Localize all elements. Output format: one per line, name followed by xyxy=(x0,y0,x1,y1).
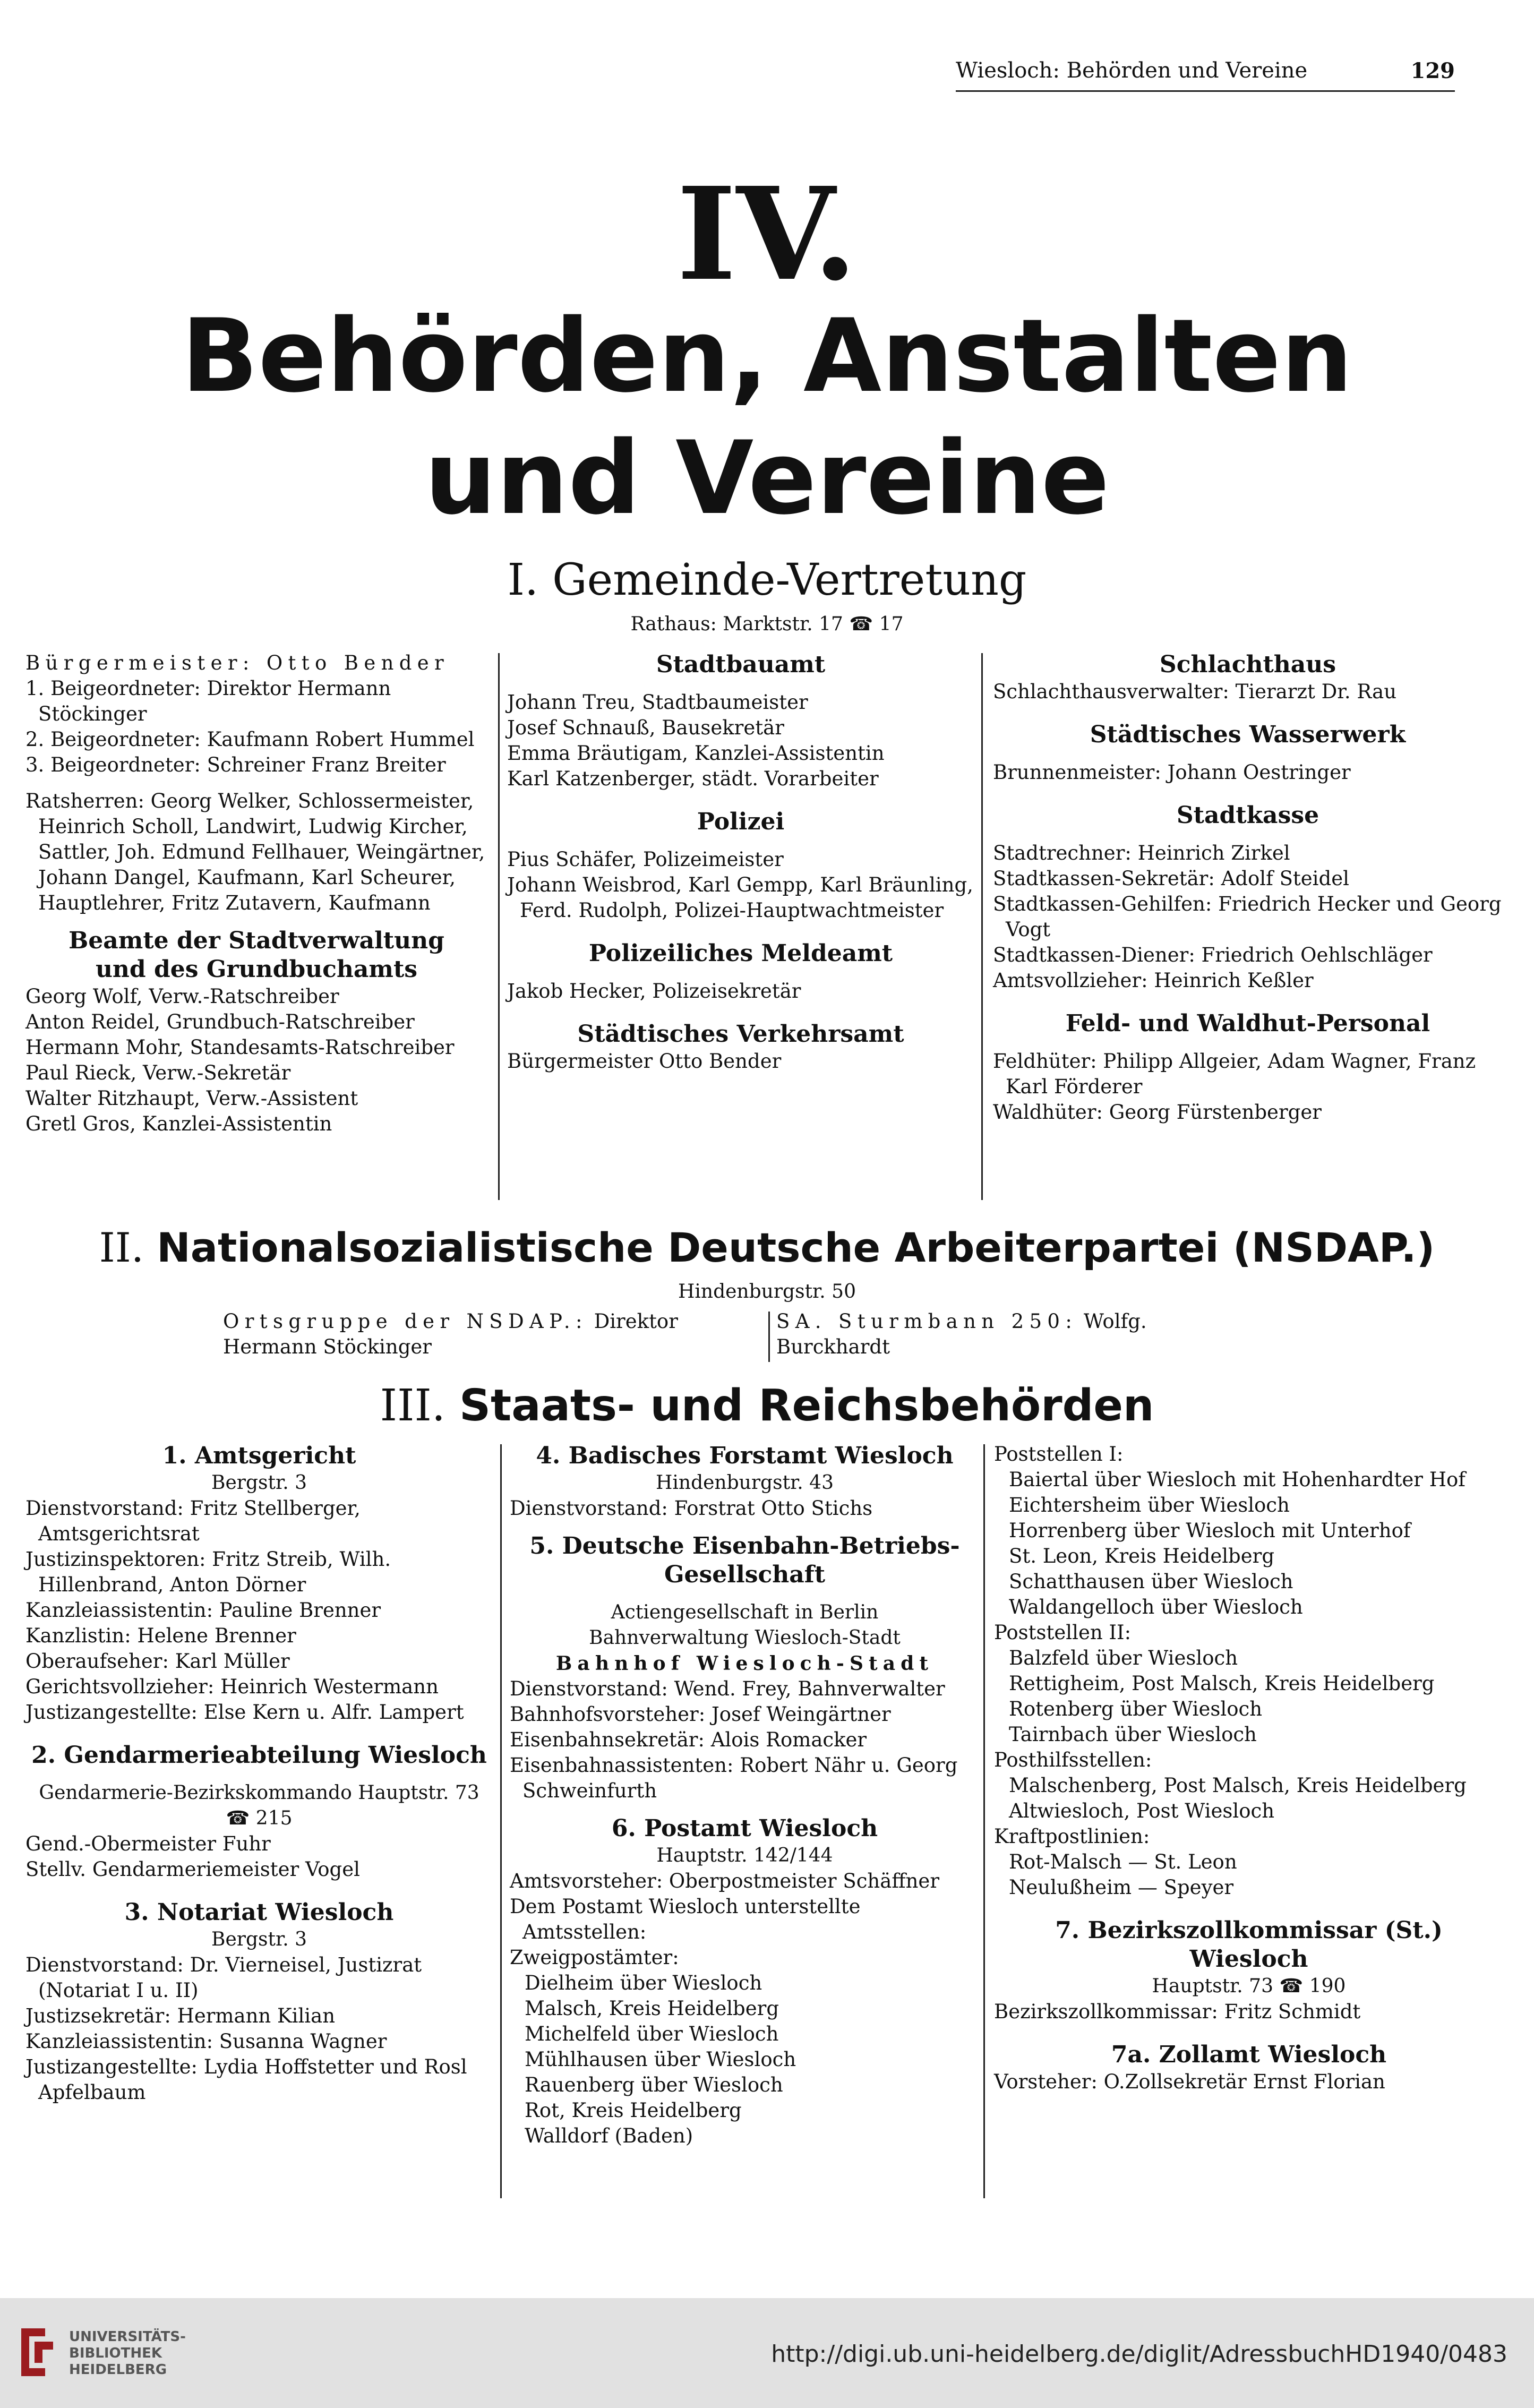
column-divider xyxy=(498,653,500,1200)
section2-title-line xyxy=(0,1224,1534,1271)
list-item: Walldorf (Baden) xyxy=(525,2124,693,2147)
posthilfsstellen-label: Posthilfsstellen: xyxy=(994,1749,1152,1771)
list-item: Waldangelloch über Wiesloch xyxy=(1009,1596,1303,1618)
header-rule xyxy=(956,90,1455,92)
beigeordneter-2: 2. Beigeordneter: Kaufmann Robert Hummel xyxy=(25,728,475,751)
list-item: Waldhüter: Georg Fürstenberger xyxy=(993,1101,1322,1124)
list-item: Stadtrechner: Heinrich Zirkel xyxy=(993,842,1290,864)
section2-title: Nationalsozialistische Deutsche Arbeiterpartei (NSDAP.) xyxy=(157,1224,1435,1271)
footer-bar xyxy=(0,2298,1534,2408)
eisenbahn-heading: 5. Deutsche Eisenbahn-Betriebs-Gesellschaft xyxy=(529,1532,960,1588)
section1-right-column xyxy=(993,650,1503,1125)
verkehrsamt-heading: Städtisches Verkehrsamt xyxy=(577,1021,904,1048)
chapter-title-line2: und Vereine xyxy=(424,419,1110,537)
list-item: Pius Schäfer, Polizeimeister xyxy=(507,848,784,871)
list-item: Anton Reidel, Grundbuch-Ratschreiber xyxy=(25,1010,415,1033)
chapter-number: IV. xyxy=(676,159,858,309)
column-divider xyxy=(983,1444,985,2198)
meldeamt-heading: Polizeiliches Meldeamt xyxy=(588,940,893,967)
list-item: Rotenberg über Wiesloch xyxy=(1009,1698,1263,1720)
list-item: Justizsekretär: Hermann Kilian xyxy=(25,2004,336,2027)
logo-line3: HEIDELBERG xyxy=(69,2362,167,2378)
list-item: Eichtersheim über Wiesloch xyxy=(1009,1494,1290,1516)
section3-title: Staats- und Reichsbehörden xyxy=(459,1381,1154,1431)
list-item: Justizangestellte: Lydia Hoffstetter und Rosl Apfelbaum xyxy=(25,2055,467,2104)
nsdap-ortsgruppe xyxy=(223,1309,765,1360)
list-item: Kanzleiassistentin: Pauline Brenner xyxy=(25,1599,381,1622)
list-item: Malsch, Kreis Heidelberg xyxy=(525,1997,779,2020)
buergermeister: Bürgermeister: Otto Bender xyxy=(25,652,450,674)
list-item: Paul Rieck, Verw.-Sekretär xyxy=(25,1061,291,1084)
list-item: Rettigheim, Post Malsch, Kreis Heidelberg xyxy=(1009,1672,1435,1695)
polizei-heading: Polizei xyxy=(697,808,785,835)
zollkommissar-address: Hauptstr. 73 ☎ 190 xyxy=(1152,1975,1346,1997)
list-item: Brunnenmeister: Johann Oestringer xyxy=(993,761,1351,784)
beamte-heading-line1: Beamte der Stadtverwaltung xyxy=(68,927,444,954)
list-item: Zweigpostämter: xyxy=(510,1946,679,1969)
poststellen2-label: Poststellen II: xyxy=(994,1621,1132,1644)
list-item: Horrenberg über Wiesloch mit Unterhof xyxy=(1009,1519,1411,1542)
page-number: 129 xyxy=(1410,58,1455,83)
list-item: Gretl Gros, Kanzlei-Assistentin xyxy=(25,1112,332,1135)
list-item: St. Leon, Kreis Heidelberg xyxy=(1009,1545,1275,1567)
section3-numeral: III. xyxy=(380,1381,445,1431)
list-item: Johann Treu, Stadtbaumeister xyxy=(507,691,808,714)
list-item: Gerichtsvollzieher: Heinrich Westermann xyxy=(25,1675,439,1698)
logo-line2: BIBLIOTHEK xyxy=(69,2345,162,2361)
list-item: Rot, Kreis Heidelberg xyxy=(525,2099,742,2122)
section3-column3 xyxy=(994,1442,1504,2095)
schlachthaus-heading: Schlachthaus xyxy=(1159,651,1336,678)
list-item: Bürgermeister Otto Bender xyxy=(507,1050,782,1073)
list-item: Dienstvorstand: Fritz Stellberger, Amtsgerichtsrat xyxy=(25,1497,361,1545)
list-item: Stadtkassen-Gehilfen: Friedrich Hecker und Georg Vogt xyxy=(993,893,1502,941)
list-item: Dienstvorstand: Wend. Frey, Bahnverwalter xyxy=(510,1677,945,1700)
nsdap-ortsgruppe-value: Direktor Hermann Stöckinger xyxy=(223,1310,678,1358)
sa-sturmbann-label: SA. Sturmbann 250: xyxy=(776,1310,1078,1333)
beigeordneter-3: 3. Beigeordneter: Schreiner Franz Breiter xyxy=(25,753,446,776)
list-item: Eisenbahnassistenten: Robert Nähr u. Georg Schweinfurth xyxy=(510,1754,958,1802)
list-item: Feldhüter: Philipp Allgeier, Adam Wagner, Franz Karl Förderer xyxy=(993,1050,1476,1098)
list-item: Justizangestellte: Else Kern u. Alfr. Lampert xyxy=(25,1701,464,1724)
list-item: Emma Bräutigam, Kanzlei-Assistentin xyxy=(507,742,885,765)
section1-left-column xyxy=(25,650,487,1137)
list-item: Eisenbahnsekretär: Alois Romacker xyxy=(510,1728,867,1751)
feldhut-heading: Feld- und Waldhut-Personal xyxy=(1065,1010,1430,1037)
list-item: Stadtkassen-Diener: Friedrich Oehlschläger xyxy=(993,944,1433,966)
ratsherren: Ratsherren: Georg Welker, Schlossermeister, Heinrich Scholl, Landwirt, Ludwig Kircher, Sattler, Joh. Edmund Fellhauer, Weingärtner, Johann Dangel, Kaufmann, Karl Scheurer, Hauptlehrer, Fritz Zutavern, Kaufmann xyxy=(25,790,485,914)
wasserwerk-heading: Städtisches Wasserwerk xyxy=(1090,721,1406,748)
section3-title-line xyxy=(0,1381,1534,1431)
column-divider xyxy=(500,1444,502,2198)
zollkommissar-heading: 7. Bezirkszollkommissar (St.) Wiesloch xyxy=(1055,1917,1443,1973)
list-item: Tairnbach über Wiesloch xyxy=(1009,1723,1257,1746)
list-item: Johann Weisbrod, Karl Gempp, Karl Bräunling, Ferd. Rudolph, Polizei-Hauptwachtmeister xyxy=(507,873,973,922)
notariat-address: Bergstr. 3 xyxy=(211,1929,307,1950)
section3-column1 xyxy=(25,1442,493,2105)
list-item: Schatthausen über Wiesloch xyxy=(1009,1570,1293,1593)
sa-sturmbann-value: Wolfg. Burckhardt xyxy=(776,1310,1147,1358)
list-item: Vorsteher: O.Zollsekretär Ernst Florian xyxy=(994,2070,1385,2093)
list-item: Karl Katzenberger, städt. Vorarbeiter xyxy=(507,767,879,790)
section1-middle-column xyxy=(507,650,974,1074)
amtsgericht-heading: 1. Amtsgericht xyxy=(162,1442,356,1469)
forstamt-heading: 4. Badisches Forstamt Wiesloch xyxy=(536,1442,954,1469)
list-item: Dienstvorstand: Forstrat Otto Stichs xyxy=(510,1497,873,1520)
zollamt-heading: 7a. Zollamt Wiesloch xyxy=(1111,2041,1387,2068)
stadtbauamt-heading: Stadtbauamt xyxy=(656,651,826,678)
list-item: Amtsvorsteher: Oberpostmeister Schäffner xyxy=(510,1870,940,1892)
list-item: Dielheim über Wiesloch xyxy=(525,1972,762,1994)
bahnhof-heading: Bahnhof Wiesloch-Stadt xyxy=(555,1652,934,1675)
list-item: Hermann Mohr, Standesamts-Ratschreiber xyxy=(25,1036,455,1059)
list-item: Rauenberg über Wiesloch xyxy=(525,2073,783,2096)
running-header-title: Wiesloch: Behörden und Vereine xyxy=(956,58,1308,83)
list-item: Walter Ritzhaupt, Verw.-Assistent xyxy=(25,1087,358,1110)
postamt-heading: 6. Postamt Wiesloch xyxy=(611,1815,878,1842)
list-item: Jakob Hecker, Polizeisekretär xyxy=(507,980,801,1002)
list-item: Mühlhausen über Wiesloch xyxy=(525,2048,796,2071)
stadtkasse-heading: Stadtkasse xyxy=(1176,802,1319,829)
nsdap-ortsgruppe-label: Ortsgruppe der NSDAP.: xyxy=(223,1310,588,1333)
section2-address: Hindenburgstr. 50 xyxy=(678,1281,856,1302)
nsdap-sa-sturmbann xyxy=(776,1309,1244,1360)
column-divider xyxy=(981,653,983,1200)
list-item: Rot-Malsch — St. Leon xyxy=(1009,1850,1237,1873)
column-divider xyxy=(768,1312,770,1362)
list-item: Schlachthausverwalter: Tierarzt Dr. Rau xyxy=(993,680,1397,703)
section1-address: Rathaus: Marktstr. 17 ☎ 17 xyxy=(630,613,904,635)
list-item: Malschenberg, Post Malsch, Kreis Heidelberg xyxy=(1009,1774,1467,1797)
notariat-heading: 3. Notariat Wiesloch xyxy=(124,1899,394,1926)
section2-numeral: II. xyxy=(99,1224,144,1271)
list-item: Baiertal über Wiesloch mit Hohenhardter Hof xyxy=(1009,1468,1466,1491)
list-item: Georg Wolf, Verw.-Ratschreiber xyxy=(25,985,339,1008)
gendarmerie-heading: 2. Gendarmerieabteilung Wiesloch xyxy=(31,1742,487,1769)
forstamt-address: Hindenburgstr. 43 xyxy=(655,1472,834,1494)
library-logo-text xyxy=(69,2329,186,2378)
list-item: Bezirkszollkommissar: Fritz Schmidt xyxy=(994,2000,1361,2023)
list-item: Kanzleiassistentin: Susanna Wagner xyxy=(25,2030,387,2053)
list-item: Neulußheim — Speyer xyxy=(1009,1876,1234,1899)
list-item: Dem Postamt Wiesloch unterstellte Amtsstellen: xyxy=(510,1895,861,1943)
list-item: Amtsvollzieher: Heinrich Keßler xyxy=(993,969,1314,992)
section1-title: I. Gemeinde-Vertretung xyxy=(507,555,1027,605)
beigeordneter-1: 1. Beigeordneter: Direktor Hermann Stöckinger xyxy=(25,677,391,725)
list-item: Altwiesloch, Post Wiesloch xyxy=(1009,1799,1275,1822)
list-item: Stadtkassen-Sekretär: Adolf Steidel xyxy=(993,867,1349,890)
postamt-address: Hauptstr. 142/144 xyxy=(656,1845,833,1866)
list-item: Bahnhofsvorsteher: Josef Weingärtner xyxy=(510,1703,891,1726)
poststellen1-label: Poststellen I: xyxy=(994,1443,1124,1466)
chapter-title-line1: Behörden, Anstalten xyxy=(181,297,1353,415)
list-item: Michelfeld über Wiesloch xyxy=(525,2023,779,2045)
eisenbahn-sub1: Actiengesellschaft in Berlin xyxy=(611,1601,879,1623)
section3-column2 xyxy=(510,1442,980,2149)
source-url-link[interactable]: http://digi.ub.uni-heidelberg.de/diglit/AdressbuchHD1940/0483 xyxy=(771,2341,1507,2368)
list-item: Stellv. Gendarmeriemeister Vogel xyxy=(25,1858,360,1881)
list-item: Balzfeld über Wiesloch xyxy=(1009,1647,1238,1669)
gendarmerie-address: Gendarmerie-Bezirkskommando Hauptstr. 73 ☎ 215 xyxy=(39,1782,479,1829)
list-item: Justizinspektoren: Fritz Streib, Wilh. Hillenbrand, Anton Dörner xyxy=(25,1548,391,1596)
list-item: Josef Schnauß, Bausekretär xyxy=(507,716,784,739)
list-item: Gend.-Obermeister Fuhr xyxy=(25,1832,271,1855)
logo-line1: UNIVERSITÄTS- xyxy=(69,2329,186,2345)
kraftpostlinien-label: Kraftpostlinien: xyxy=(994,1825,1150,1848)
library-logo-icon xyxy=(16,2326,58,2379)
eisenbahn-sub2: Bahnverwaltung Wiesloch-Stadt xyxy=(589,1627,901,1649)
list-item: Oberaufseher: Karl Müller xyxy=(25,1650,290,1673)
list-item: Kanzlistin: Helene Brenner xyxy=(25,1624,296,1647)
amtsgericht-address: Bergstr. 3 xyxy=(211,1472,307,1494)
beamte-heading-line2: und des Grundbuchamts xyxy=(95,956,418,983)
list-item: Dienstvorstand: Dr. Vierneisel, Justizrat (Notariat I u. II) xyxy=(25,1953,422,2002)
